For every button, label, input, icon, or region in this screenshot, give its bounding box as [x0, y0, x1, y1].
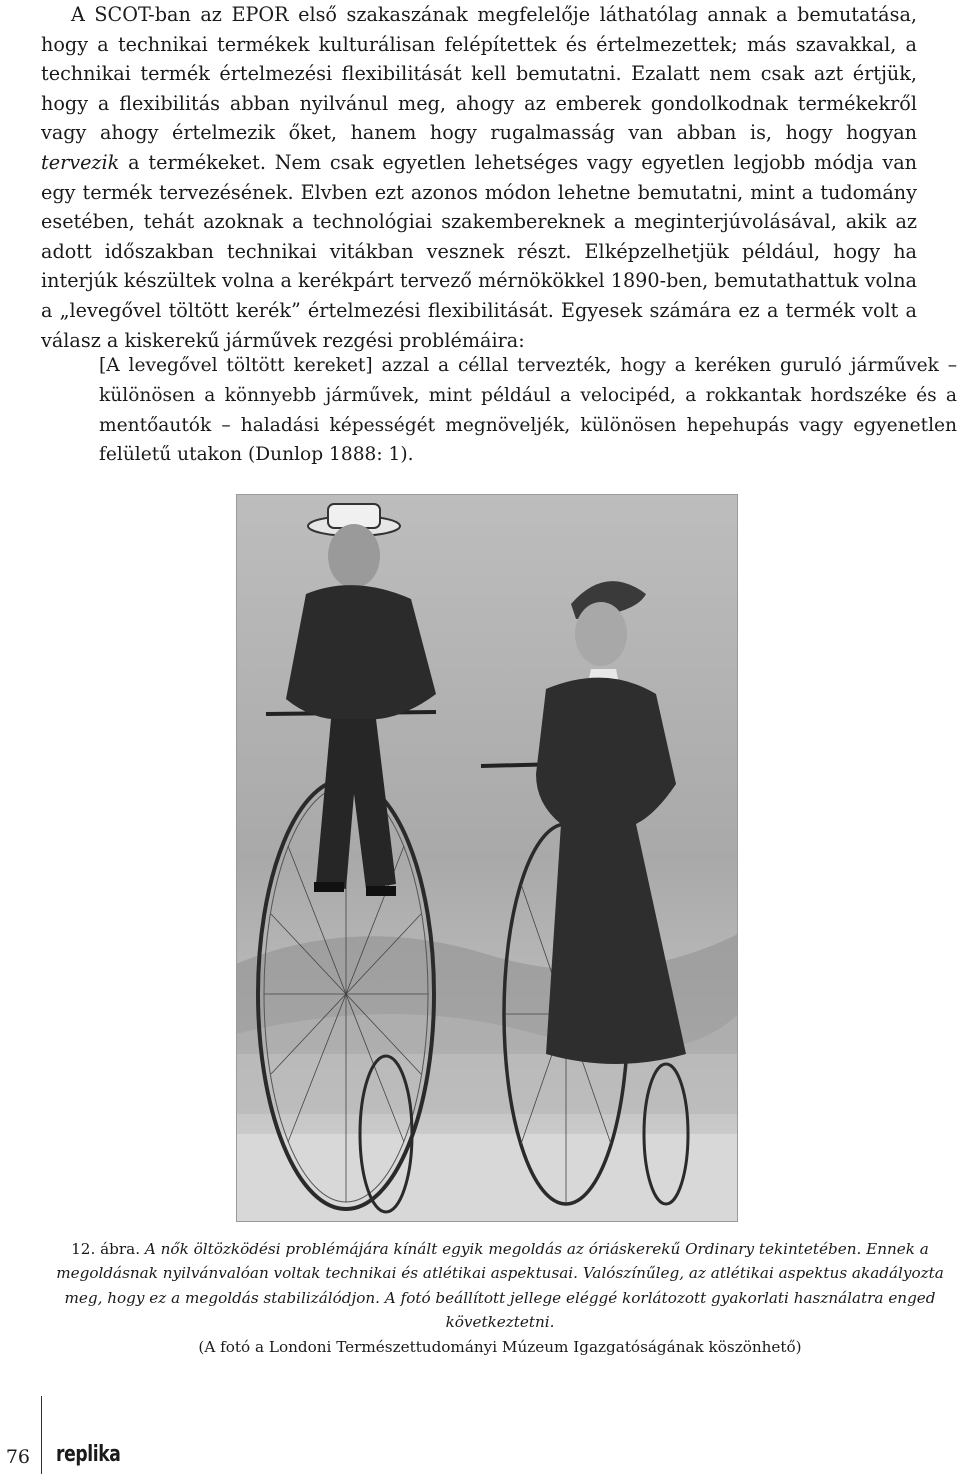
paragraph-1-emphasis: tervezik [41, 150, 120, 174]
page-number: 76 [5, 1446, 30, 1468]
paragraph-1-part-a: A SCOT-ban az EPOR első szakaszának megfelelője láthatólag annak a bemutatása, hogy a technikai termékek kulturálisan felépítettek és értelmezettek; más szavakkal, a technikai termék értelmezési flexibilitását kell bemutatni. Ezalatt nem csak azt értjük, hogy a flexibilitás abban nyilvánul meg, ahogy az emberek gondolkodnak termékekről vagy ahogy értelmezik őket, hanem hogy rugalmasság van abban is, hogy hogyan [41, 3, 917, 145]
paragraph-1 [41, 0, 917, 355]
footer-divider [41, 1396, 42, 1474]
paragraph-1-part-b: a termékeket. Nem csak egyetlen lehetséges vagy egyetlen legjobb módja van egy termék tervezésének. Elvben ezt azonos módon lehetne bemutatni, mint a tudomány esetében, tehát azoknak a technológiai szakembereknek a meginterjúvolásával, akik az adott időszakban technikai vitákban vesznek részt. Elképzelhetjük például, hogy ha interjúk készültek volna a kerékpárt tervező mérnökökkel 1890-ben, bemutathattuk volna a „levegővel töltött kerék” értelmezési flexibilitását. Egyesek számára ez a termék volt a válasz a kiskerekű járművek rezgési problémáira: [41, 150, 917, 352]
figure-label: 12. ábra. [71, 1240, 141, 1258]
caption-paragraph [41, 1237, 959, 1335]
photo-credit: (A fotó a Londoni Természettudományi Múzeum Igazgatóságának köszönhető) [198, 1337, 802, 1356]
journal-logo: replika [56, 1442, 121, 1467]
figure-caption [41, 1237, 959, 1359]
caption-text: A nők öltözködési problémájára kínált egyik megoldás az óriáskerekű Ordinary tekintetében. Ennek a megoldásnak nyilvánvalóan voltak technikai és atlétikai aspektusai. Valószínűleg, az atlétikai aspektus akadályozta meg, hogy ez a megoldás stabilizálódjon. A fotó beállított jellege eléggé korlátozott gyakorlati használatra enged következtetni. [56, 1240, 944, 1332]
quote-text: [A levegővel töltött kereket] azzal a céllal tervezték, hogy a keréken guruló járművek – különösen a könnyebb járművek, mint például a velocipéd, a rokkantak hordszéke és a mentőautók – haladási képességét megnöveljék, különösen hepehupás vagy egyenetlen felületű utakon (Dunlop 1888: 1). [99, 355, 957, 466]
body-text [41, 0, 917, 355]
bicycle-photo-illustration [236, 494, 738, 1222]
block-quote [99, 351, 957, 470]
figure-photo [236, 494, 738, 1222]
